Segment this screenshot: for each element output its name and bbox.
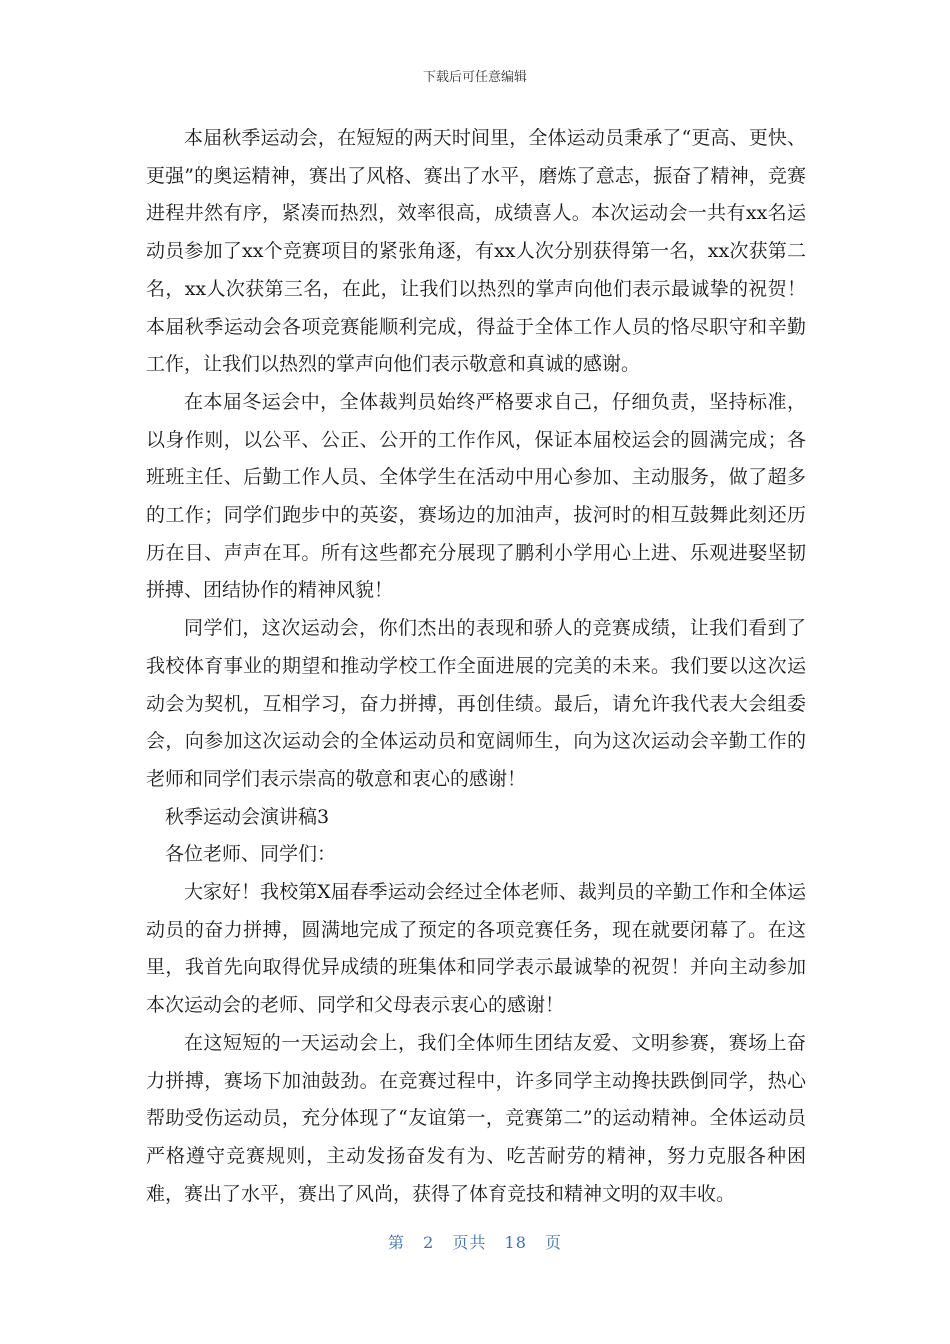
paragraph: 大家好！我校第X届春季运动会经过全体老师、裁判员的辛勤工作和全体运动员的奋力拼搏，圆满地完成了预定的各项竞赛任务，现在就要闭幕了。在这里，我首先向取得优异成绩的班集体和同学表示最诚挚的祝贺！并向主动参加本次运动会的老师、同学和父母表示衷心的感谢！ [146,881,806,1017]
footer-mid: 页共 [452,1233,487,1252]
section-title: 秋季运动会演讲稿3 [165,805,330,828]
footer-total-pages: 18 [504,1233,527,1252]
page-footer [0,1230,950,1253]
paragraph: 在这短短的一天运动会上，我们全体师生团结友爱、文明参赛，赛场上奋力拼搏，赛场下加油鼓劲。在竞赛过程中，许多同学主动搀扶跌倒同学，热心帮助受伤运动员，充分体现了“友谊第一，竞赛第二”的运动精神。全体运动员严格遵守竞赛规则，主动发扬奋发有为、吃苦耐劳的精神，努力克服各种困难，赛出了水平，赛出了风尚，获得了体育竞技和精神文明的双丰收。 [146,1031,806,1205]
salutation: 各位老师、同学们： [165,843,337,866]
footer-page-number: 2 [423,1233,435,1252]
paragraph: 在本届冬运会中，全体裁判员始终严格要求自己，仔细负责，坚持标准，以身作则，以公平、公正、公开的工作作风，保证本届校运会的圆满完成；各班班主任、后勤工作人员、全体学生在活动中用心参加、主动服务，做了超多的工作；同学们跑步中的英姿，赛场边的加油声，拔河时的相互鼓舞此刻还历历在目、声声在耳。所有这些都充分展现了鹏利小学用心上进、乐观进娶坚韧拼搏、团结协作的精神风貌！ [146,390,806,602]
footer-suffix: 页 [544,1233,562,1252]
paragraph: 同学们，这次运动会，你们杰出的表现和骄人的竞赛成绩，让我们看到了我校体育事业的期望和推动学校工作全面进展的完美的未来。我们要以这次运动会为契机，互相学习，奋力拼搏，再创佳绩。最后，请允许我代表大会组委会，向参加这次运动会的全体运动员和宽阔师生，向为这次运动会辛勤工作的老师和同学们表示崇高的敬意和衷心的感谢！ [146,617,806,790]
paragraph: 本届秋季运动会，在短短的两天时间里，全体运动员秉承了“更高、更快、更强”的奥运精神，赛出了风格、赛出了水平，磨炼了意志，振奋了精神，竞赛进程井然有序，紧凑而热烈，效率很高，成绩喜人。本次运动会一共有xx名运动员参加了xx个竞赛项目的紧张角逐，有xx人次分别获得第一名，xx次获第二名，xx人次获第三名，在此，让我们以热烈的掌声向他们表示最诚挚的祝贺！本届秋季运动会各项竞赛能顺利完成，得益于全体工作人员的恪尽职守和辛勤工作，让我们以热烈的掌声向他们表示敬意和真诚的感谢。 [146,127,806,376]
document-body [146,120,806,1213]
page-header-note: 下载后可任意编辑 [422,70,527,85]
footer-prefix: 第 [388,1233,406,1252]
